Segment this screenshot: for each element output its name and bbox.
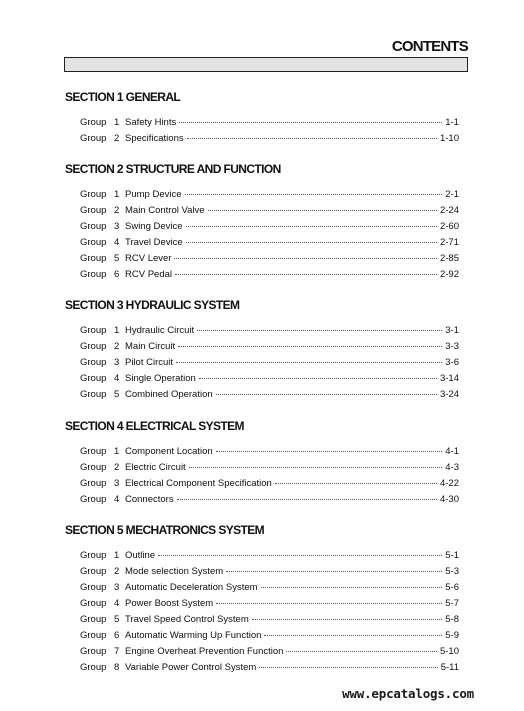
- group-number: 2: [114, 133, 120, 144]
- toc-entry[interactable]: [80, 478, 459, 492]
- group-number: 5: [114, 389, 120, 400]
- page-number: 4-30: [439, 494, 459, 505]
- group-number: 4: [114, 237, 120, 248]
- group-number: 3: [114, 582, 120, 593]
- toc-entry[interactable]: [80, 462, 459, 476]
- entry-title: Automatic Deceleration System: [125, 582, 258, 593]
- toc-entry[interactable]: [80, 446, 459, 460]
- page-number: 4-1: [445, 446, 459, 457]
- group-number: 1: [114, 189, 120, 200]
- group-label: Group: [80, 117, 107, 128]
- group-number: 2: [114, 205, 120, 216]
- page-number: 2-92: [439, 269, 459, 280]
- dot-leader: [216, 603, 442, 604]
- dot-leader: [208, 210, 437, 211]
- entry-title: Outline: [125, 550, 156, 561]
- entry-title: Hydraulic Circuit: [125, 325, 195, 336]
- dot-leader: [199, 378, 437, 379]
- entry-title: Main Control Valve: [125, 205, 205, 216]
- page-number: 5-9: [445, 630, 459, 641]
- group-number: 6: [114, 630, 120, 641]
- entry-title: Travel Speed Control System: [125, 614, 249, 625]
- toc-entry[interactable]: [80, 221, 459, 235]
- toc-entry[interactable]: [80, 189, 459, 203]
- toc-entry[interactable]: [80, 253, 459, 267]
- page-number: 3-6: [445, 357, 459, 368]
- dot-leader: [189, 467, 443, 468]
- toc-entry[interactable]: [80, 582, 459, 596]
- entry-title: RCV Lever: [125, 253, 172, 264]
- entry-title: Component Location: [125, 446, 213, 457]
- group-number: 4: [114, 373, 120, 384]
- dot-leader: [175, 274, 437, 275]
- section-heading: SECTION 4 ELECTRICAL SYSTEM: [65, 419, 244, 433]
- group-number: 3: [114, 357, 120, 368]
- dot-leader: [216, 451, 443, 452]
- dot-leader: [187, 138, 437, 139]
- page-title: CONTENTS: [391, 38, 468, 55]
- entry-title: Main Circuit: [125, 341, 176, 352]
- page-number: 5-10: [439, 646, 459, 657]
- section-heading: SECTION 3 HYDRAULIC SYSTEM: [65, 298, 240, 312]
- page-number: 3-14: [439, 373, 459, 384]
- dot-leader: [252, 619, 443, 620]
- dot-leader: [261, 587, 443, 588]
- toc-entry[interactable]: [80, 598, 459, 612]
- group-number: 4: [114, 598, 120, 609]
- entry-title: Mode selection System: [125, 566, 224, 577]
- group-number: 6: [114, 269, 120, 280]
- entry-title: Single Operation: [125, 373, 196, 384]
- page-number: 4-22: [439, 478, 459, 489]
- entry-title: Automatic Warming Up Function: [125, 630, 262, 641]
- entry-title: Engine Overheat Prevention Function: [125, 646, 284, 657]
- group-number: 5: [114, 253, 120, 264]
- dot-leader: [174, 258, 437, 259]
- entry-title: Electrical Component Specification: [125, 478, 272, 489]
- toc-entry[interactable]: [80, 269, 459, 283]
- group-label: Group: [80, 478, 107, 489]
- page-number: 2-60: [439, 221, 459, 232]
- page-number: 5-7: [445, 598, 459, 609]
- section-heading: SECTION 5 MECHATRONICS SYSTEM: [65, 523, 265, 537]
- dot-leader: [179, 122, 442, 123]
- entry-title: Combined Operation: [125, 389, 213, 400]
- group-label: Group: [80, 550, 107, 561]
- page-number: 5-1: [445, 550, 459, 561]
- group-label: Group: [80, 269, 107, 280]
- toc-entry[interactable]: [80, 646, 459, 660]
- page-number: 3-24: [439, 389, 459, 400]
- toc-entry[interactable]: [80, 325, 459, 339]
- toc-entry[interactable]: [80, 389, 459, 403]
- title-bar: [64, 57, 468, 72]
- group-label: Group: [80, 205, 107, 216]
- entry-title: Pilot Circuit: [125, 357, 174, 368]
- group-label: Group: [80, 189, 107, 200]
- group-label: Group: [80, 221, 107, 232]
- group-label: Group: [80, 357, 107, 368]
- section-heading: SECTION 1 GENERAL: [65, 90, 181, 104]
- group-label: Group: [80, 389, 107, 400]
- group-label: Group: [80, 341, 107, 352]
- entry-title: Connectors: [125, 494, 174, 505]
- toc-entry[interactable]: [80, 373, 459, 387]
- entry-title: Power Boost System: [125, 598, 214, 609]
- dot-leader: [178, 346, 442, 347]
- page-number: 5-11: [440, 662, 459, 673]
- entry-title: Specifications: [125, 133, 184, 144]
- group-label: Group: [80, 325, 107, 336]
- page-number: 1-10: [439, 133, 459, 144]
- group-label: Group: [80, 566, 107, 577]
- group-label: Group: [80, 446, 107, 457]
- group-label: Group: [80, 662, 107, 673]
- page-number: 3-1: [445, 325, 459, 336]
- page-number: 3-3: [445, 341, 459, 352]
- entry-title: Swing Device: [125, 221, 183, 232]
- group-number: 2: [114, 462, 120, 473]
- entry-title: Electric Circuit: [125, 462, 186, 473]
- toc-entry[interactable]: [80, 662, 459, 676]
- toc-entry[interactable]: [80, 117, 459, 131]
- group-number: 3: [114, 221, 120, 232]
- group-label: Group: [80, 630, 107, 641]
- group-number: 1: [114, 325, 120, 336]
- group-number: 2: [114, 341, 120, 352]
- group-number: 3: [114, 478, 120, 489]
- page-number: 5-8: [445, 614, 459, 625]
- group-number: 1: [114, 117, 120, 128]
- dot-leader: [177, 499, 437, 500]
- group-label: Group: [80, 462, 107, 473]
- entry-title: Travel Device: [125, 237, 183, 248]
- group-number: 5: [114, 614, 120, 625]
- entry-title: Variable Power Control System: [125, 662, 257, 673]
- toc-entry[interactable]: [80, 494, 459, 508]
- toc-entry[interactable]: [80, 237, 459, 251]
- group-label: Group: [80, 253, 107, 264]
- dot-leader: [176, 362, 442, 363]
- toc-entry[interactable]: [80, 566, 459, 580]
- dot-leader: [186, 226, 437, 227]
- group-label: Group: [80, 614, 107, 625]
- toc-entry[interactable]: [80, 550, 459, 564]
- dot-leader: [216, 394, 437, 395]
- group-label: Group: [80, 582, 107, 593]
- group-label: Group: [80, 373, 107, 384]
- group-label: Group: [80, 237, 107, 248]
- dot-leader: [264, 635, 442, 636]
- toc-entry[interactable]: [80, 133, 459, 147]
- toc-entry[interactable]: [80, 357, 459, 371]
- group-number: 8: [114, 662, 120, 673]
- dot-leader: [185, 194, 443, 195]
- group-number: 1: [114, 446, 120, 457]
- group-number: 2: [114, 566, 120, 577]
- dot-leader: [158, 555, 442, 556]
- watermark-text: www.epcatalogs.com: [342, 686, 474, 701]
- group-label: Group: [80, 646, 107, 657]
- group-label: Group: [80, 133, 107, 144]
- toc-entry[interactable]: [80, 341, 459, 355]
- group-number: 7: [114, 646, 120, 657]
- page-number: 2-24: [439, 205, 459, 216]
- dot-leader: [286, 651, 437, 652]
- toc-entry[interactable]: [80, 614, 459, 628]
- dot-leader: [259, 667, 437, 668]
- page-number: 2-1: [445, 189, 459, 200]
- entry-title: Safety Hints: [125, 117, 177, 128]
- dot-leader: [197, 330, 442, 331]
- dot-leader: [275, 483, 437, 484]
- page-number: 5-6: [445, 582, 459, 593]
- group-number: 4: [114, 494, 120, 505]
- page-number: 2-85: [439, 253, 459, 264]
- group-label: Group: [80, 494, 107, 505]
- page-number: 1-1: [445, 117, 459, 128]
- entry-title: RCV Pedal: [125, 269, 172, 280]
- dot-leader: [186, 242, 437, 243]
- group-label: Group: [80, 598, 107, 609]
- page-number: 2-71: [439, 237, 459, 248]
- toc-entry[interactable]: [80, 630, 459, 644]
- group-number: 1: [114, 550, 120, 561]
- dot-leader: [226, 571, 442, 572]
- page-number: 4-3: [445, 462, 459, 473]
- toc-entry[interactable]: [80, 205, 459, 219]
- entry-title: Pump Device: [125, 189, 182, 200]
- section-heading: SECTION 2 STRUCTURE AND FUNCTION: [65, 162, 281, 176]
- page-number: 5-3: [445, 566, 459, 577]
